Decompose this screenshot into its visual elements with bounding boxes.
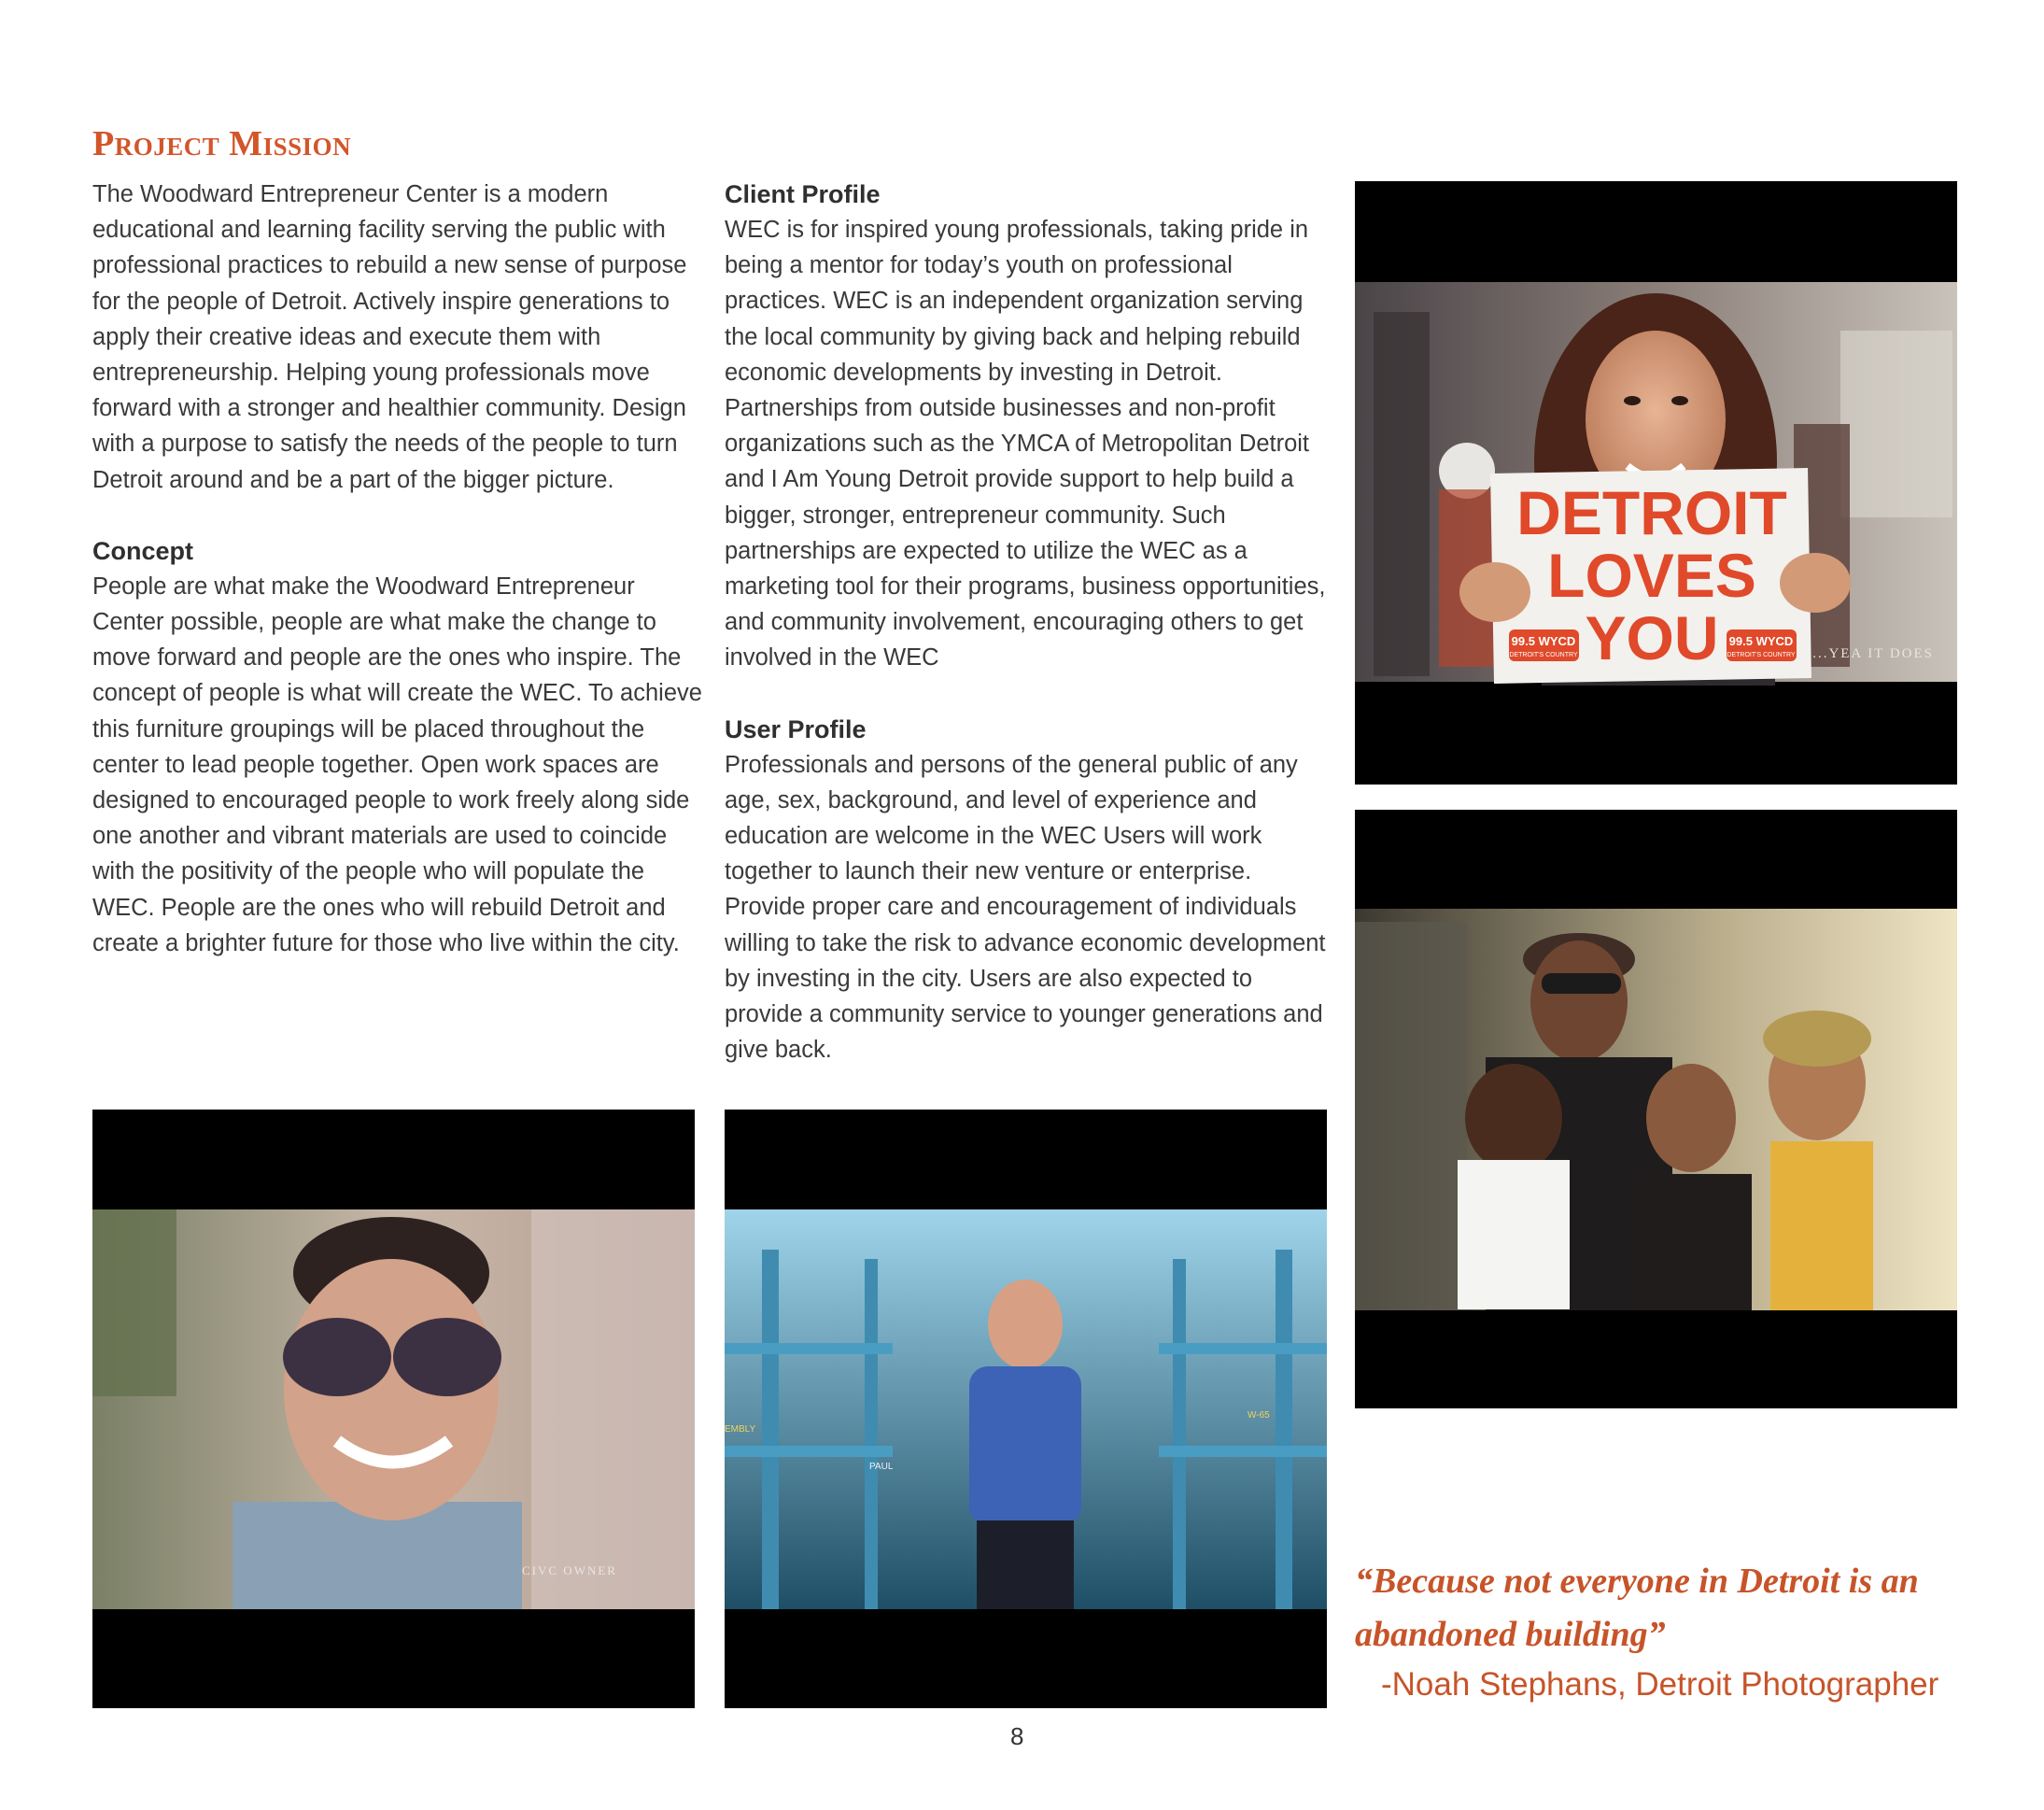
shelf-label-mid: PAUL [869,1462,894,1472]
mission-paragraph: The Woodward Entrepreneur Center is a modern educational and learning facility serving the public with professional practices to rebuild a new sense of purpose for the people of Detroit. Actively inspire generations to apply their creative ideas and execute them with entrepreneurship. Helping young professionals move forward with a stronger and healthier community. Design with a purpose to satisfy the needs of the people to turn Detroit around and be a part of the bigger picture. [92,181,687,493]
photo-warehouse-man [725,1110,1327,1708]
woman-photo-caption: CIVC OWNER [522,1563,617,1577]
page-title: Project Mission [92,124,352,163]
middle-column [725,177,1332,1068]
sign-badge-right: 99.5 WYCD [1728,634,1794,648]
photo-detroit-loves-you [1355,181,1957,785]
client-profile-heading: Client Profile [725,180,881,208]
quote-attribution: -Noah Stephans, Detroit Photographer [1381,1666,1939,1703]
sign-photo-caption: ...YEA IT DOES [1812,646,1934,661]
shelf-label-right: W-65 [1248,1410,1270,1421]
photo-woman-sunglasses [92,1110,695,1708]
user-profile-paragraph: Professionals and persons of the general public of any age, sex, background, and level of experience and education are welcome in the WEC Users will work together to launch their new venture or enterprise. Provide proper care and encouragement of individuals willing to take the risk to advance economic development by investing in the city. Users are also expected to provide a community service to younger generations and give back. [725,751,1326,1064]
sign-line3: YOU [1585,603,1719,672]
pull-quote: “Because not everyone in Detroit is an abandoned building” [1355,1562,1919,1654]
user-profile-heading: User Profile [725,714,867,743]
sign-badge-right-sub: DETROIT'S COUNTRY [1727,652,1796,658]
concept-heading: Concept [92,536,193,565]
left-column [92,177,709,961]
sign-badge-left-sub: DETROIT'S COUNTRY [1509,652,1578,658]
client-profile-paragraph: WEC is for inspired young professionals, taking pride in being a mentor for today’s youth on professional practices. WEC is an independent organization serving the local community by giving back and helping rebuild economic developments by investing in Detroit. Partnerships from outside businesses and non-profit organizations such as the YMCA of Metropolitan Detroit and I Am Young Detroit provide support to help build a bigger, stronger, entrepreneur community. Such partnerships are expected to utilize the WEC as a marketing tool for their programs, business opportunities, and community involvement, encouraging others to get involved in the WEC [725,217,1326,672]
sign-badge-left: 99.5 WYCD [1511,634,1576,648]
sign-line2: LOVES [1547,541,1756,610]
page-number: 8 [1010,1722,1024,1750]
concept-paragraph: People are what make the Woodward Entrepreneur Center possible, people are what make the change to move forward and people are the ones who inspire. The concept of people is what will create the WEC. To achieve this furniture groupings will be placed throughout the center to lead people together. Open work spaces are designed to encouraged people to work freely along side one another and vibrant materials are used to coincide with the positivity of the people who will populate the WEC. People are the ones who will rebuild Detroit and create a brighter future for those who live within the city. [92,573,702,956]
sign-line1: DETROIT [1516,478,1787,547]
shelf-label-left: EMBLY [725,1424,756,1435]
photo-family [1355,810,1957,1408]
